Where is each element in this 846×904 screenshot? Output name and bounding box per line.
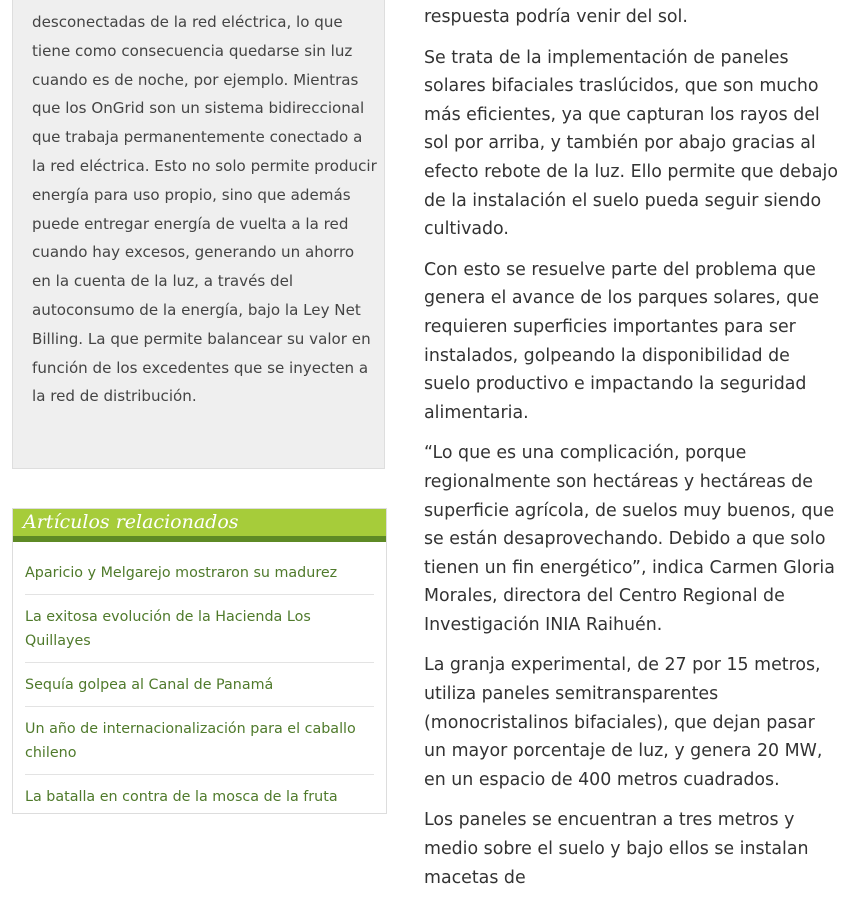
article-paragraph: respuesta podría venir del sol. [424, 7, 688, 27]
article-paragraph: Se trata de la implementación de paneles solares bifaciales traslúcidos, que son mucho más eficientes, ya que capturan los rayos del sol por arriba, y también por abajo gracias al efecto rebote de la luz. Ello permite que debajo de la instalación el suelo pueda seguir siendo cultivado. [424, 47, 838, 240]
related-article-item [25, 707, 374, 775]
related-article-link[interactable]: La batalla en contra de la mosca de la fruta [25, 789, 338, 805]
related-article-item [25, 663, 374, 707]
article-paragraph: Con esto se resuelve parte del problema que genera el avance de los parques solares, que requieren superficies importantes para ser instalados, golpeando la disponibilidad de suelo productivo e impactando la seguridad alimentaria. [424, 259, 820, 423]
related-articles-list [13, 542, 386, 818]
related-articles-header [13, 509, 386, 542]
related-article-link[interactable]: Aparicio y Melgarejo mostraron su madurez [25, 565, 338, 581]
sidebar-info-box [12, 0, 385, 469]
related-article-link[interactable]: Sequía golpea al Canal de Panamá [25, 677, 274, 693]
article-body [424, 3, 840, 904]
article-paragraph: Los paneles se encuentran a tres metros y medio sobre el suelo y bajo ellos se instalan macetas de [424, 810, 809, 888]
related-articles-title: Artículos relacionados [23, 511, 239, 533]
related-article-item [25, 542, 374, 595]
sidebar-info-text: desconectadas de la red eléctrica, lo que tiene como consecuencia quedarse sin luz cuando es de noche, por ejemplo. Mientras que los OnGrid son un sistema bidireccional que trabaja permanentemente conectado a la red eléctrica. Esto no solo permite producir energía para uso propio, sino que además puede entregar energía de vuelta a la red cuando hay excesos, generando un ahorro en la cuenta de la luz, a través del autoconsumo de la energía, bajo la Ley Net Billing. La que permite balancear su valor en función de los excedentes que se inyecten a la red de distribución. [32, 13, 377, 406]
related-article-link[interactable]: La exitosa evolución de la Hacienda Los Quillayes [25, 609, 311, 649]
article-paragraph: “Lo que es una complicación, porque regionalmente son hectáreas y hectáreas de superficie agrícola, de suelos muy buenos, que se están desaprovechando. Debido a que solo tienen un fin energético”, indica Carmen Gloria Morales, directora del Centro Regional de Investigación INIA Raihuén. [424, 443, 835, 635]
related-article-item [25, 775, 374, 818]
related-article-link[interactable]: Un año de internacionalización para el caballo chileno [25, 721, 356, 761]
related-article-item [25, 595, 374, 663]
related-articles-box [12, 508, 387, 814]
article-paragraph: La granja experimental, de 27 por 15 metros, utiliza paneles semitransparentes (monocristalinos bifaciales), que dejan pasar un mayor porcentaje de luz, y genera 20 MW, en un espacio de 400 metros cuadrados. [424, 655, 823, 790]
